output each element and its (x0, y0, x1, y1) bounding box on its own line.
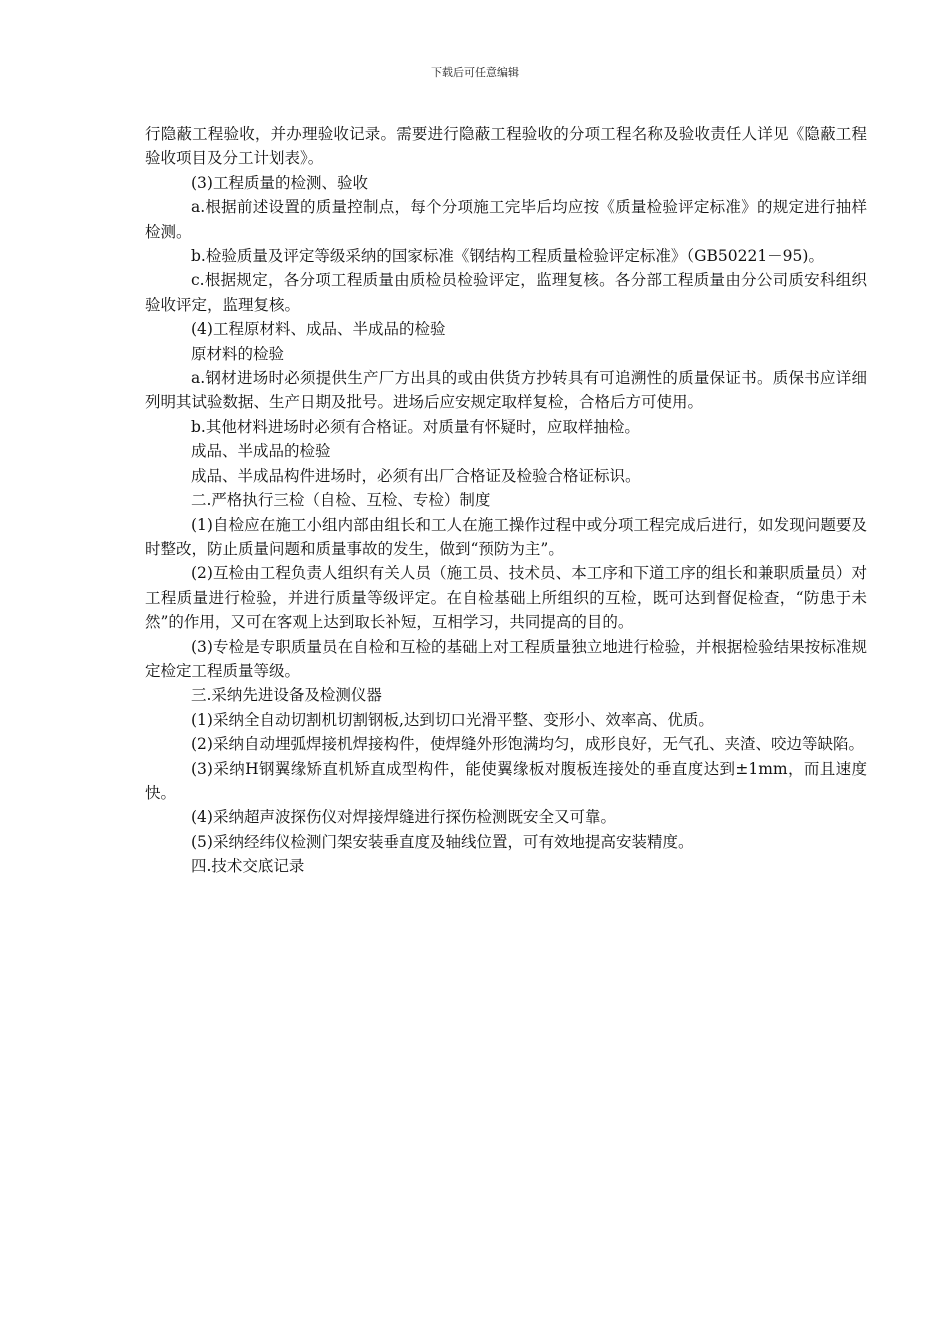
paragraph: a.钢材进场时必须提供生产厂方出具的或由供货方抄转具有可追溯性的质量保证书。质保书应详细列明其试验数据、生产日期及批号。进场后应安规定取样复检，合格后方可使用。 (145, 369, 867, 412)
paragraph: c.根据规定，各分项工程质量由质检员检验评定，监理复核。各分部工程质量由分公司质安科组织验收评定，监理复核。 (145, 271, 867, 314)
paragraph: a.根据前述设置的质量控制点，每个分项施工完毕后均应按《质量检验评定标准》的规定进行抽样检测。 (145, 198, 867, 241)
paragraph: 行隐蔽工程验收，并办理验收记录。需要进行隐蔽工程验收的分项工程名称及验收责任人详见《隐蔽工程验收项目及分工计划表》。 (145, 125, 867, 168)
paragraph: (1)采纳全自动切割机切割钢板,达到切口光滑平整、变形小、效率高、优质。 (191, 710, 714, 729)
document-body (145, 122, 867, 879)
section-heading: 四.技术交底记录 (191, 857, 305, 876)
paragraph: (1)自检应在施工小组内部由组长和工人在施工操作过程中或分项工程完成后进行，如发现问题要及时整改，防止质量问题和质量事故的发生，做到“预防为主”。 (145, 515, 867, 558)
paragraph: (2)互检由工程负责人组织有关人员（施工员、技术员、本工序和下道工序的组长和兼职质量员）对工程质量进行检验，并进行质量等级评定。在自检基础上所组织的互检，既可达到督促检查，“防患于未然”的作用，又可在客观上达到取长补短，互相学习，共同提高的目的。 (145, 564, 867, 632)
paragraph: b.检验质量及评定等级采纳的国家标准《钢结构工程质量检验评定标准》（GB50221－95)。 (191, 247, 824, 266)
section-heading: 三.采纳先进设备及检测仪器 (191, 686, 382, 705)
paragraph: b.其他材料进场时必须有合格证。对质量有怀疑时，应取样抽检。 (191, 417, 640, 436)
section-heading: 二.严格执行三检（自检、互检、专检）制度 (191, 491, 491, 510)
paragraph: (3)专检是专职质量员在自检和互检的基础上对工程质量独立地进行检验，并根据检验结果按标准规定检定工程质量等级。 (145, 637, 867, 680)
sub-heading: 原材料的检验 (191, 344, 285, 363)
section-heading: (4)工程原材料、成品、半成品的检验 (191, 320, 446, 339)
page-header: 下载后可任意编辑 (431, 66, 519, 79)
section-heading: (3)工程质量的检测、验收 (191, 173, 368, 192)
sub-heading: 成品、半成品的检验 (191, 442, 331, 461)
paragraph: (3)采纳H钢翼缘矫直机矫直成型构件，能使翼缘板对腹板连接处的垂直度达到±1mm，而且速度快。 (145, 759, 867, 802)
paragraph: (5)采纳经纬仪检测门架安装垂直度及轴线位置，可有效地提高安装精度。 (191, 832, 694, 851)
paragraph: (4)采纳超声波探伤仪对焊接焊缝进行探伤检测既安全又可靠。 (191, 808, 616, 827)
paragraph: 成品、半成品构件进场时，必须有出厂合格证及检验合格证标识。 (191, 466, 641, 485)
paragraph: (2)采纳自动埋弧焊接机焊接构件，使焊缝外形饱满均匀，成形良好，无气孔、夹渣、咬边等缺陷。 (191, 735, 864, 754)
